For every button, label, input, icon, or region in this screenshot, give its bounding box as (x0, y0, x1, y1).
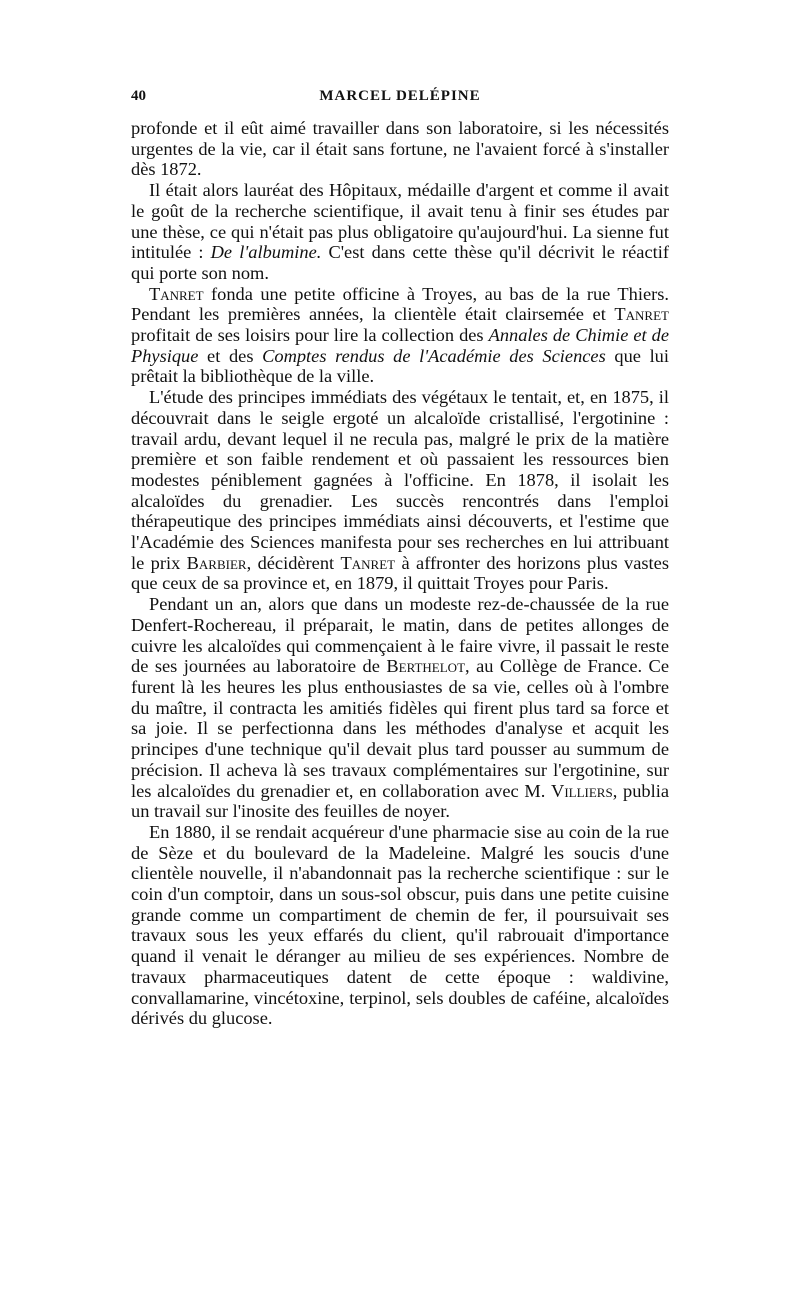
paragraph-3-text-d: que lui prêtait la bibliothèque de la ville. (131, 345, 669, 387)
body-text (131, 118, 669, 1029)
person-name-berthelot: Berthelot (386, 656, 466, 677)
paragraph-4-text-c: à affronter des horizons plus vastes que ceux de sa province et, en 1879, il quittait Troyes pour Paris. (131, 552, 669, 594)
paragraph-3-text-c: et des (198, 345, 263, 366)
paragraph-4-text-a: L'étude des principes immédiats des végétaux le tentait, et, en 1875, il découvrait dans le seigle ergoté un alcaloïde cristallisé, l'ergotinine : travail ardu, devant lequel il ne recula pas, malgré le prix de la matière première et son faible rendement et où passaient les ressources bien modestes péniblement gagnées à l'officine. En 1878, il isolait les alcaloïdes du grenadier. Les succès rencontrés dans l'emploi thérapeutique des principes immédiats ainsi découverts, et l'estime que l'Académie des Sciences manifesta pour ses recherches en lui attribuant le prix (131, 387, 669, 573)
paragraph-6 (131, 822, 669, 1029)
paragraph-4-text-b: , décidèrent (246, 552, 341, 573)
paragraph-2 (131, 180, 669, 284)
person-name-villiers: Villiers (551, 780, 613, 801)
paragraph-5-text-b: , au Collège de France. Ce furent là les heures les plus enthousiastes de sa vie, celles où à l'ombre du maître, il contracta les amitiés fidèles qui firent plus tard sa force et sa joie. Il se perfectionna dans les méthodes d'analyse et acquit les principes d'une technique qu'il devait plus tard pousser au summum de précision. Il acheva là ses travaux complémentaires sur l'ergotinine, sur les alcaloïdes du grenadier et, en collaboration avec M. (131, 656, 669, 801)
paragraph-5-text-c: , publia un travail sur l'inosite des feuilles de noyer. (131, 780, 669, 822)
person-name-barbier: Barbier (186, 552, 247, 573)
journal-title-annales: Annales de Chimie et de Physique (131, 325, 669, 366)
thesis-title: De l'albumine. (210, 242, 322, 263)
paragraph-6-text: En 1880, il se rendait acquéreur d'une pharmacie sise au coin de la rue de Sèze et du boulevard de la Madeleine. Malgré les soucis d'une clientèle nouvelle, il n'abandonnait pas la recherche scientifique : sur le coin d'un comptoir, dans un sous-sol obscur, puis dans une petite cuisine grande comme un compartiment de chemin de fer, il poursuivait ses travaux sous les yeux effarés du client, qu'il rabrouait d'importance quand il venait le déranger au milieu de ses expériences. Nombre de travaux pharmaceutiques datent de cette époque : waldivine, convallamarine, vincétoxine, terpinol, sels doubles de caféine, alcaloïdes dérivés du glucose. (131, 821, 669, 1029)
running-title: MARCEL DELÉPINE (319, 88, 481, 104)
journal-title-comptes-rendus: Comptes rendus de l'Académie des Sciences (262, 345, 606, 366)
paragraph-5 (131, 594, 669, 822)
paragraph-2-text-b: C'est dans cette thèse qu'il décrivit le réactif qui porte son nom. (131, 242, 669, 283)
paragraph-3-text-a: fonda une petite officine à Troyes, au bas de la rue Thiers. Pendant les premières années, la clientèle était clairsemée et (131, 283, 669, 325)
page-header (131, 86, 669, 106)
page-number: 40 (131, 88, 146, 104)
paragraph-5-text-a: Pendant un an, alors que dans un modeste rez-de-chaussée de la rue Denfert-Rochereau, il préparait, le matin, dans de petites allonges de cuivre les alcaloïdes qui commençaient à le faire vivre, il passait le reste de ses journées au laboratoire de (131, 594, 669, 677)
paragraph-3 (131, 284, 669, 388)
paragraph-3-text-b: profitait de ses loisirs pour lire la collection des (131, 325, 489, 346)
paragraph-4 (131, 387, 669, 594)
person-name-tanret: Tanret (149, 283, 204, 304)
paragraph-1 (131, 118, 669, 180)
person-name-tanret: Tanret (340, 552, 396, 573)
person-name-tanret: Tanret (614, 304, 669, 325)
paragraph-1-text: profonde et il eût aimé travailler dans son laboratoire, si les nécessités urgentes de la vie, car il était sans fortune, ne l'avaient forcé à s'installer dès 1872. (131, 118, 669, 180)
paragraph-2-text-a: Il était alors lauréat des Hôpitaux, médaille d'argent et comme il avait le goût de la recherche scientifique, il avait tenu à finir ses études par une thèse, ce qui n'était pas plus obligatoire qu'aujourd'hui. La sienne fut intitulée : (131, 180, 669, 263)
